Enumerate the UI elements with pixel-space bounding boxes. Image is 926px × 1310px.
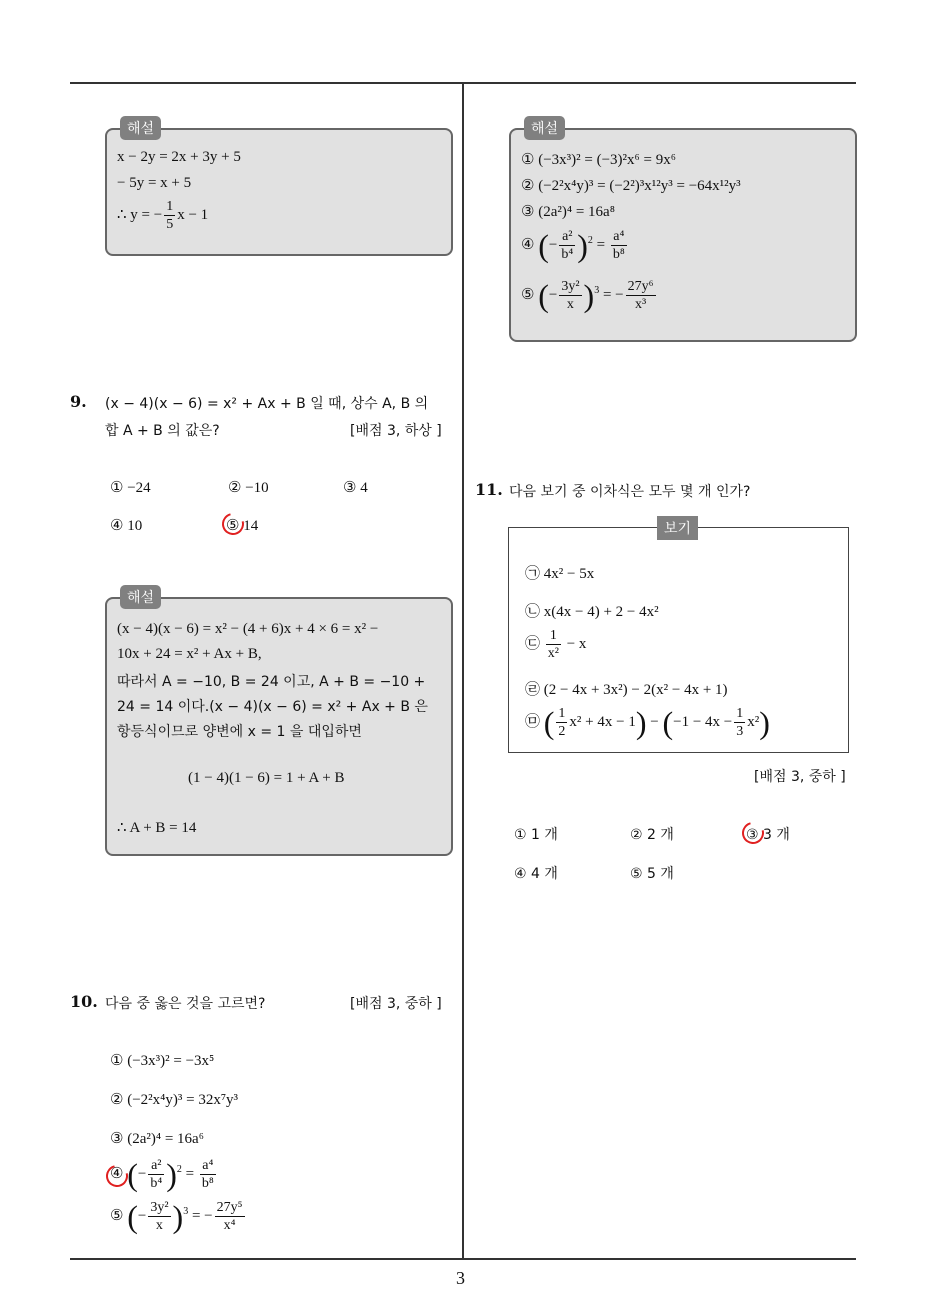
bogi-item: ㉣ (2 − 4x + 3x²) − 2(x² − 4x + 1): [525, 682, 728, 698]
solution-box-q8: [105, 128, 453, 256]
solution-line: ② (−2²x⁴y)³ = (−2²)³x¹²y³ = −64x¹²y³: [521, 178, 741, 194]
solution-line: ⑤ (− $\frac{\text{3y²}}{x}$ )$^3$ = − $\frac{\text{27y⁶}}{\text{x³}}$: [521, 277, 654, 314]
solution-line: 항등식이므로 양변에 x = 1 을 대입하면: [117, 724, 362, 740]
solution-line: (x − 4)(x − 6) = x² − (4 + 6)x + 4 × 6 = x² −: [117, 621, 379, 637]
question-text: (x − 4)(x − 6) = x² + Ax + B 일 때, 상수 A, B 의: [105, 396, 429, 412]
choice-1[interactable]: ① 1 개: [514, 827, 558, 843]
choice-3[interactable]: ③ 4: [343, 480, 368, 496]
choice-5[interactable]: ⑤ 5 개: [630, 866, 674, 882]
bogi-item: ㉠ 4x² − 5x: [525, 566, 595, 582]
question-number: 10.: [70, 992, 98, 1011]
choice-5[interactable]: ⑤ (− $\frac{\text{3y²}}{x}$ )$^3$ = − $\frac{\text{27y⁵}}{\text{x⁴}}$: [110, 1198, 243, 1235]
solution-line: ∴ A + B = 14: [117, 820, 197, 836]
bogi-item: ㉤ ( $\frac{1}{2}$ x² + 4x − 1) − (−1 − 4x − $\frac{1}{3}$ x²): [525, 704, 770, 741]
question-text: 다음 중 옳은 것을 고르면?: [105, 996, 266, 1012]
question-number: 11.: [475, 480, 503, 499]
column-divider: [462, 83, 464, 1259]
solution-line: − 5y = x + 5: [117, 175, 192, 191]
solution-line: 24 = 14 이다.(x − 4)(x − 6) = x² + Ax + B 은: [117, 699, 428, 715]
points-label: [배점 3, 하상 ]: [350, 423, 442, 439]
choice-4[interactable]: ④ 4 개: [514, 866, 558, 882]
choice-2[interactable]: ② (−2²x⁴y)³ = 32x⁷y³: [110, 1092, 239, 1108]
solution-line: x − 2y = 2x + 3y + 5: [117, 149, 241, 165]
bogi-item: ㉡ x(4x − 4) + 2 − 4x²: [525, 604, 659, 620]
points-label: [배점 3, 중하 ]: [754, 769, 846, 785]
bogi-tag: 보기: [657, 516, 698, 540]
choice-1[interactable]: ① −24: [110, 480, 151, 496]
page-number: 3: [456, 1268, 465, 1288]
question-text: 다음 보기 중 이차식은 모두 몇 개 인가?: [509, 484, 751, 500]
solution-line: 따라서 A = −10, B = 24 이고, A + B = −10 +: [117, 674, 426, 690]
choice-3[interactable]: ③ 3 개: [746, 827, 790, 843]
solution-tag: 해설: [524, 116, 565, 140]
choice-4[interactable]: ④ 10: [110, 518, 143, 534]
choice-3[interactable]: ③ (2a²)⁴ = 16a⁶: [110, 1131, 204, 1147]
choice-2[interactable]: ② −10: [228, 480, 269, 496]
solution-line: ① (−3x³)² = (−3)²x⁶ = 9x⁶: [521, 152, 676, 168]
choice-2[interactable]: ② 2 개: [630, 827, 674, 843]
points-label: [배점 3, 중하 ]: [350, 996, 442, 1012]
solution-line: 10x + 24 = x² + Ax + B,: [117, 646, 262, 662]
question-text: 합 A + B 의 값은?: [105, 423, 220, 439]
choice-4[interactable]: ④ (− $\frac{\text{a²}}{\text{b⁴}}$ )$^2$ = $\frac{\text{a⁴}}{\text{b⁸}}$: [110, 1156, 214, 1193]
bogi-item: ㉢ $\frac{1}{\text{x²}}$ − x: [525, 628, 587, 661]
solution-tag: 해설: [120, 116, 161, 140]
question-number: 9.: [70, 392, 87, 411]
solution-line: (1 − 4)(1 − 6) = 1 + A + B: [188, 770, 345, 786]
solution-line: ③ (2a²)⁴ = 16a⁸: [521, 204, 615, 220]
solution-line: ④ (− $\frac{\text{a²}}{\text{b⁴}}$ )$^2$ = $\frac{\text{a⁴}}{\text{b⁸}}$: [521, 227, 625, 264]
bottom-rule: [70, 1258, 856, 1260]
solution-line: ∴ y = − $\frac{1}{5}$ x − 1: [117, 199, 209, 232]
choice-5[interactable]: ⑤ 14: [226, 518, 259, 534]
choice-1[interactable]: ① (−3x³)² = −3x⁵: [110, 1053, 215, 1069]
solution-tag: 해설: [120, 585, 161, 609]
